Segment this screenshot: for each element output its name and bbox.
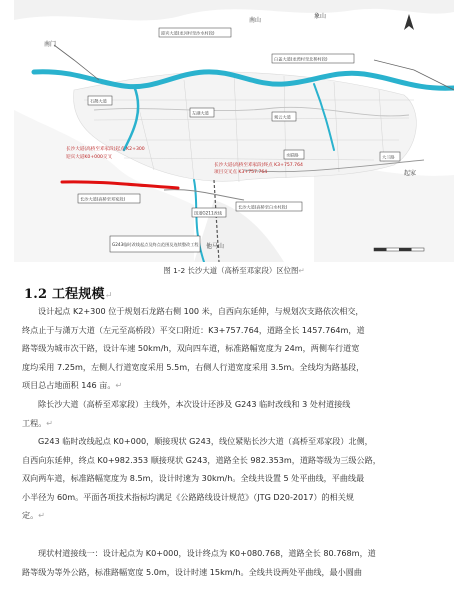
svg-text:石鹊大道: 石鹊大道 — [90, 98, 107, 104]
box-g211 — [192, 208, 226, 217]
p1-line-1: 设计起点 K2+300 位于规划石龙路右侧 100 米，自西向东延伸，与规划次支路依次相交， — [38, 306, 364, 316]
location-map — [14, 0, 454, 262]
p3-line-1: G243 临时改线起点 K0+000，顺接现状 G243，线位紧贴长沙大道（高桥至邓家段）北侧， — [38, 436, 373, 446]
p4-line-2: 路等级为等外公路，标准路幅宽度 5.0m，设计时速 15km/h。全线共设两处平曲线，最小圆曲 — [22, 566, 362, 577]
p4-line-1: 现状村道接线一：设计起点为 K0+000，设计终点为 K0+080.768，道路全长 80.768m，道 — [38, 548, 376, 558]
p2-line-2: 工程。 — [22, 417, 47, 428]
box-dalan — [380, 152, 400, 161]
section-heading: 1.2 工程规模↵ — [24, 287, 113, 302]
svg-text:国道G211改线: 国道G211改线 — [194, 210, 222, 216]
place-nanshan: 南山 — [249, 17, 262, 24]
map-note-2: 长沙大道(高桥至邓家段)终点 K3+757.764 — [214, 163, 303, 168]
svg-text:G243临时改线起点及终点范围及连续整改工程: G243临时改线起点及终点范围及连续整改工程 — [112, 242, 199, 247]
p1-line-4: 度均采用 7.25m，左侧人行道宽度采用 5.5m，右侧人行道宽度采用 3.5m。全线均为路基段， — [22, 361, 365, 372]
box-zuohu — [190, 108, 214, 117]
p3-line-2: 自西向东延伸，终点 K0+982.353 顺接现状 G243，道路全长 982.353m，道路等级为三级公路， — [22, 454, 381, 465]
p1-line-3: 路等级为城市次干路，设计车速 50km/h，双向四车道，标准路幅宽度为 24m，两侧车行道宽 — [22, 343, 360, 354]
paragraph-3: G243 临时改线起点 K0+000，顺接现状 G243，线位紧贴长沙大道（高桥至邓家段）北侧， 自西向东延伸，终点 K0+982.353 顺接现状 G243，道路全长 982.353m，道路等级为三级公路， 双向两车道，标准路幅宽度为 8.5m，设计时速为 30km/h。全线共设置 5 处平曲线，平曲线最 小半径为 60m。平面各项技术指标均满足《公路路线设计规范》（JTG D20-2017）的相关规 定。↵ — [22, 432, 446, 525]
scale-bar-icon — [374, 248, 424, 251]
map-note-1: 长沙大道(高桥至邓家段)起点 K2+300 — [66, 147, 145, 152]
place-qijiazhen: 起家 — [404, 170, 417, 177]
map-note-3: 迎宾大道K0+000交叉 — [66, 155, 113, 160]
paragraph-4 — [22, 544, 446, 581]
box-g243 — [110, 236, 200, 252]
p3-line-4: 小半径为 60m。平面各项技术指标均满足《公路路线设计规范》（JTG D20-2017）的相关规 — [22, 491, 354, 502]
box-guanyun — [272, 112, 296, 121]
svg-text:迎宾大道(龙河村至沙水村段): 迎宾大道(龙河村至沙水村段) — [161, 30, 215, 36]
p3-line-5: 定。 — [22, 510, 39, 521]
paragraph-2: 除长沙大道（高桥至邓家段）主线外，本次设计还涉及 G243 临时改线和 3 处村道接线 工程。↵ — [22, 395, 446, 432]
p1-line-2: 终点止于与潇万大道（左元至高桥段）平交口附近：K3+757.764，道路全长 1457.764m，道 — [22, 324, 365, 335]
svg-text:白盖大道(龙湾村至北桥村段): 白盖大道(龙湾村至北桥村段) — [274, 56, 328, 62]
svg-text:左湖大道: 左湖大道 — [192, 110, 209, 116]
box-changsha — [78, 194, 140, 203]
figure-caption: 图 1-2 长沙大道（高桥至邓家段）区位图↵ — [163, 266, 305, 275]
paragraph-1: 设计起点 K2+300 位于规划石龙路右侧 100 米，自西向东延伸，与规划次支路依次相交， 终点止于与潇万大道（左元至高桥段）平交口附近：K3+757.764，道路全长 1457.764m，道 路等级为城市次干路，设计车速 50km/h，双向四车道，标准路幅宽度为 24m，两侧车行道宽 度均采用 7.25m，左侧人行道宽度采用 5.5m，右侧人行道宽度采用 3.5m。全线均为路基段， 项目总占地面积 146 亩。↵ — [22, 302, 446, 395]
place-nanmen: 南门 — [44, 41, 57, 48]
place-tamashan: 他马山 — [206, 243, 225, 250]
box-yingbin — [159, 28, 231, 37]
svg-text:长沙大道(高桥至白水村段): 长沙大道(高桥至白水村段) — [238, 204, 288, 210]
p3-line-3: 双向两车道，标准路幅宽度为 8.5m，设计时速为 30km/h。全线共设置 5 处平曲线，平曲线最 — [22, 473, 365, 484]
svg-text:长沙大道(高桥至邓家段): 长沙大道(高桥至邓家段) — [80, 196, 126, 202]
box-changsha2 — [236, 202, 302, 211]
box-baigai — [272, 54, 354, 63]
svg-text:大兰路: 大兰路 — [382, 154, 395, 160]
box-shixue — [88, 96, 112, 105]
svg-text:水联路: 水联路 — [286, 152, 299, 158]
map-note-5: 项目交叉点 K3+757.764 — [214, 170, 268, 175]
box-shuilian — [284, 150, 304, 159]
svg-text:观云大道: 观云大道 — [274, 114, 291, 120]
place-xiangshan: 象山 — [314, 13, 327, 20]
p2-line-1: 除长沙大道（高桥至邓家段）主线外，本次设计还涉及 G243 临时改线和 3 处村道接线 — [38, 399, 351, 409]
p1-line-5: 项目总占地面积 146 亩。 — [22, 380, 116, 391]
